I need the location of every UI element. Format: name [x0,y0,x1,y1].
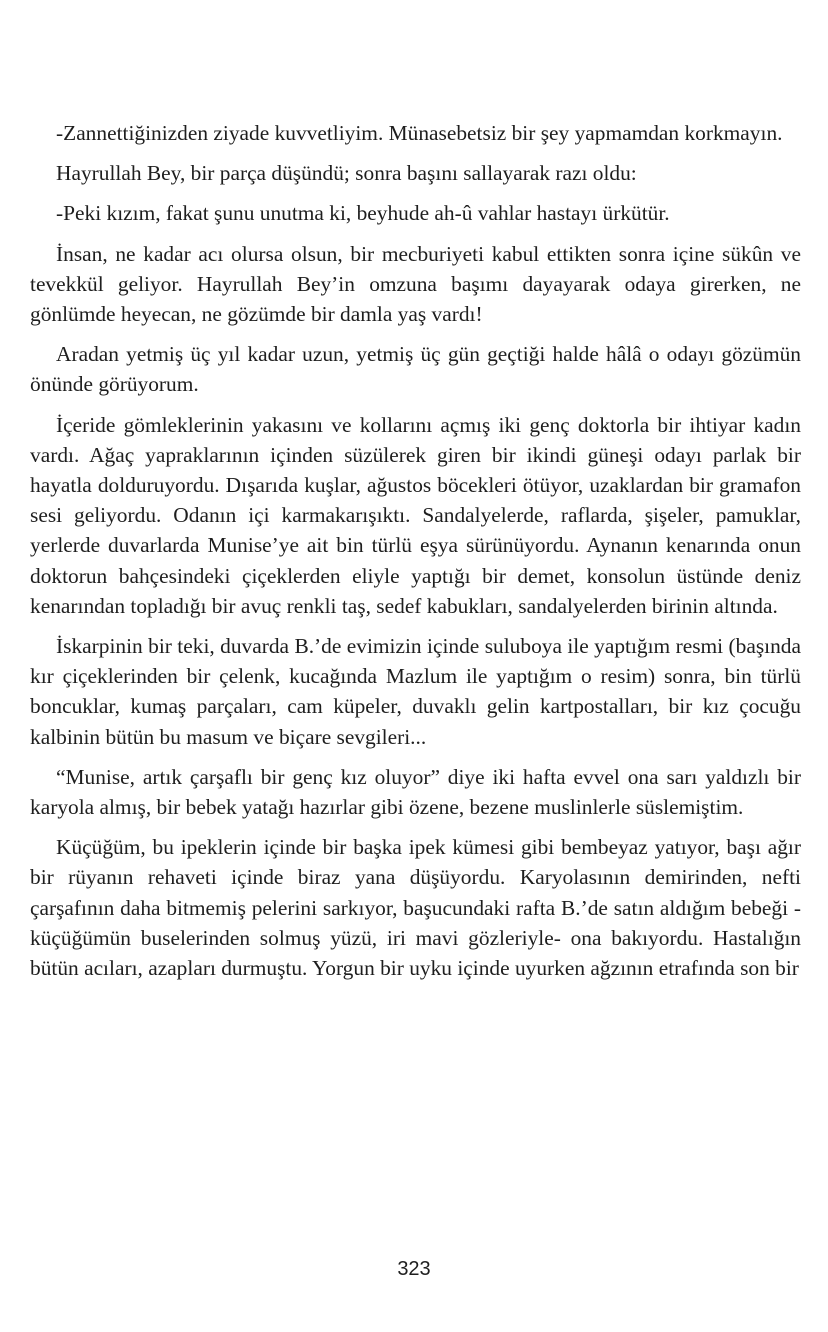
page-body [30,118,801,993]
paragraph-7: İskarpinin bir teki, duvarda B.’de evimizin içinde suluboya ile yaptığım resmi (başında kır çiçeklerinden bir çelenk, kucağında Mazlum ile yaptığım o resim) sonra, bin türlü boncuklar, kumaş parçaları, cam küpeler, duvaklı gelin kartpostalları, bir kız çocuğu kalbinin bütün bu masum ve biçare sevgileri... [30,634,801,749]
paragraph-9: Küçüğüm, bu ipeklerin içinde bir başka ipek kümesi gibi bembeyaz yatıyor, başı ağır bir rüyanın rehaveti içinde biraz yana düşüyordu. Karyolasının demirinden, nefti çarşafının daha bitmemiş pelerini sarkıyor, başucundaki rafta B.’de satın aldığım bebeği -küçüğümün buselerinden solmuş yüzü, iri mavi gözleriyle- ona bakıyordu. Hastalığın bütün acıları, azapları durmuştu. Yorgun bir uyku içinde uyurken ağzının etrafında son bir [30,835,801,981]
paragraph-6: İçeride gömleklerinin yakasını ve kollarını açmış iki genç doktorla bir ihtiyar kadın vardı. Ağaç yapraklarının içinden süzülerek giren bir ikindi güneşi odayı parlak bir hayatla dolduruyordu. Dışarıda kuşlar, ağustos böcekleri ötüyor, uzaklardan bir gramafon sesi geliyordu. Odanın içi karmakarışıktı. Sandalyelerde, raflarda, şişeler, pamuklar, yerlerde duvarlarda Munise’ye ait bin türlü eşya sürünüyordu. Aynanın kenarında onun doktorun bahçesindeki çiçeklerden eliyle yaptığı bir demet, konsolun üstünde deniz kenarından topladığı bir avuç renkli taş, sedef kabukları, sandalyelerden birinin altında. [30,412,801,618]
paragraph-8: “Munise, artık çarşaflı bir genç kız oluyor” diye iki hafta evvel ona sarı yaldızlı bir karyola almış, bir bebek yatağı hazırlar gibi özene, bezene muslinlerle süslemiştim. [30,764,801,820]
paragraph-2: Hayrullah Bey, bir parça düşündü; sonra başını sallayarak razı oldu: [56,161,637,186]
page-number: 323 [397,1258,431,1280]
paragraph-1: -Zannettiğinizden ziyade kuvvetliyim. Münasebetsiz bir şey yapmamdan korkmayın. [56,121,783,145]
paragraph-4: İnsan, ne kadar acı olursa olsun, bir mecburiyeti kabul ettikten sonra içine sükûn ve tevekkül geliyor. Hayrullah Bey’in omzuna başımı dayayarak odaya girerken, ne gönlümde heyecan, ne gözümde bir damla yaş vardı! [30,241,801,327]
paragraph-3: -Peki kızım, fakat şunu unutma ki, beyhude ah-û vahlar hastayı ürkütür. [56,201,670,226]
paragraph-5: Aradan yetmiş üç yıl kadar uzun, yetmiş üç gün geçtiği halde hâlâ o odayı gözümün önünde görüyorum. [30,342,801,397]
